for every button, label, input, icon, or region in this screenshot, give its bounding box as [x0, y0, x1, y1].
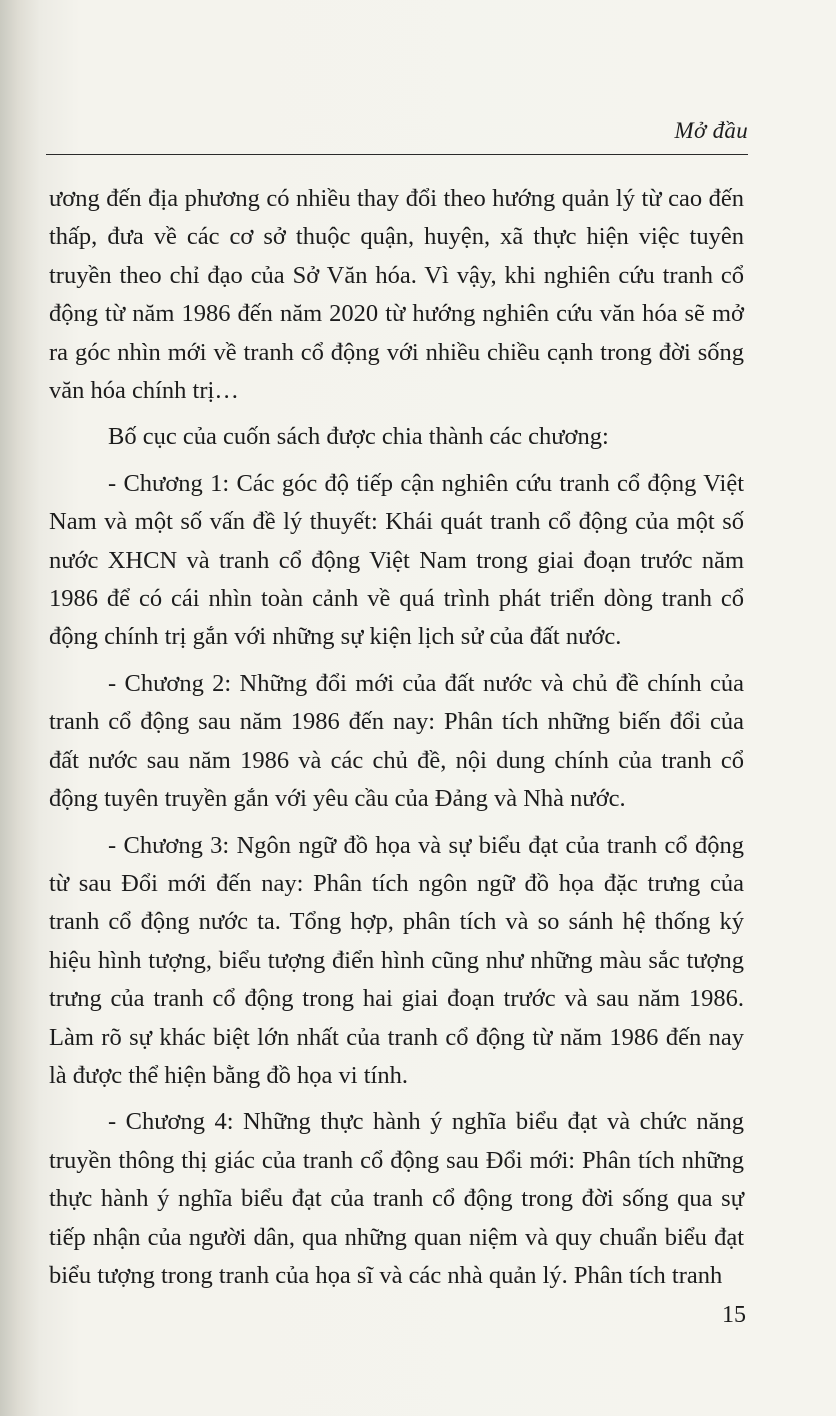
paragraph-chapter-2: - Chương 2: Những đổi mới của đất nước và chủ đề chính của tranh cổ động sau năm 1986 đến nay: Phân tích những biến đổi của đất nước sau năm 1986 và các chủ đề, nội dung chính của tranh cổ động tuyên truyền gắn với yêu cầu của Đảng và Nhà nước. [49, 669, 744, 813]
page-number: 15 [722, 1302, 746, 1328]
paragraph-chapter-1: - Chương 1: Các góc độ tiếp cận nghiên cứu tranh cổ động Việt Nam và một số vấn đề lý thuyết: Khái quát tranh cổ động của một số nước XHCN và tranh cổ động Việt Nam trong giai đoạn trước năm 1986 để có cái nhìn toàn cảnh về quá trình phát triển dòng tranh cổ động chính trị gắn với những sự kiện lịch sử của đất nước. [49, 469, 744, 651]
paragraph-chapter-3: - Chương 3: Ngôn ngữ đồ họa và sự biểu đạt của tranh cổ động từ sau Đổi mới đến nay: Phân tích ngôn ngữ đồ họa đặc trưng của tranh cổ động nước ta. Tổng hợp, phân tích và so sánh hệ thống ký hiệu hình tượng, biểu tượng điển hình cũng như những màu sắc tượng trưng của tranh cổ động trong hai giai đoạn trước và sau năm 1986. Làm rõ sự khác biệt lớn nhất của tranh cổ động từ năm 1986 đến nay là được thể hiện bằng đồ họa vi tính. [49, 831, 744, 1089]
paragraph-continuation: ương đến địa phương có nhiều thay đổi theo hướng quản lý từ cao đến thấp, đưa về các cơ sở thuộc quận, huyện, xã thực hiện việc tuyên truyền theo chỉ đạo của Sở Văn hóa. Vì vậy, khi nghiên cứu tranh cổ động từ năm 1986 đến năm 2020 từ hướng nghiên cứu văn hóa sẽ mở ra góc nhìn mới về tranh cổ động với nhiều chiều cạnh trong đời sống văn hóa chính trị… [49, 185, 744, 405]
paragraph-structure-intro: Bố cục của cuốn sách được chia thành các chương: [108, 423, 609, 451]
running-head-title: Mở đầu [674, 118, 748, 143]
header-rule [46, 154, 748, 155]
body-text [49, 180, 744, 1303]
paragraph-chapter-4: - Chương 4: Những thực hành ý nghĩa biểu đạt và chức năng truyền thông thị giác của tranh cổ động sau Đổi mới: Phân tích những thực hành ý nghĩa biểu đạt của tranh cổ động trong đời sống qua sự tiếp nhận của người dân, qua những quan niệm và quy chuẩn biểu đạt biểu tượng trong tranh của họa sĩ và các nhà quản lý. Phân tích tranh [49, 1108, 744, 1289]
